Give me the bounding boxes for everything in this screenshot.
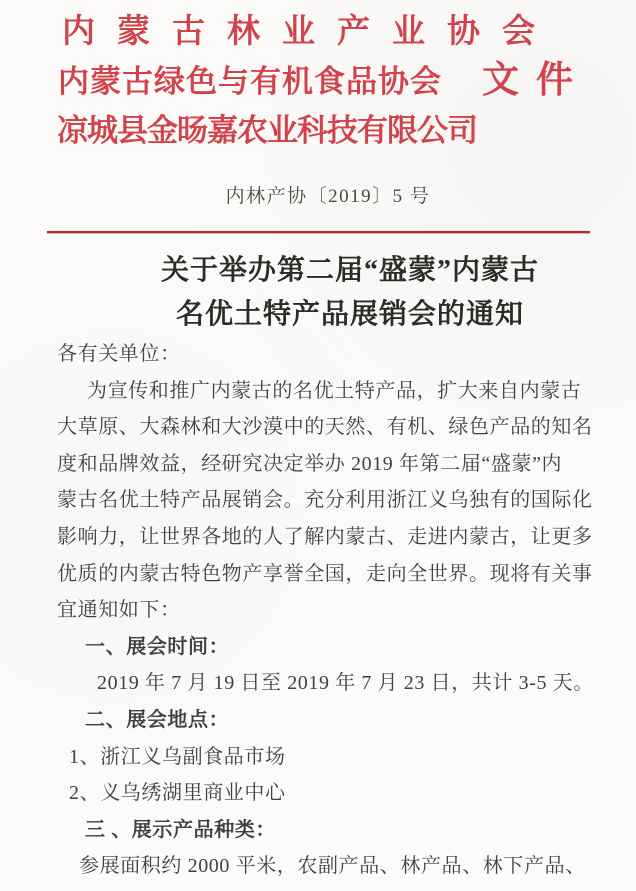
body-line: 影响力，让世界各地的人了解内蒙古、走进内蒙古，让更多 xyxy=(57,525,593,548)
red-divider-line xyxy=(47,231,590,233)
body-line: 大草原、大森林和大沙漠中的天然、有机、绿色产品的知名 xyxy=(57,416,593,439)
body-line: 三 、展示产品种类： xyxy=(85,818,276,841)
body-line: 一、展会时间： xyxy=(85,635,230,658)
document-number: 内林产协〔2019〕5 号 xyxy=(225,186,431,207)
org-name-line-2: 内蒙古绿色与有机食品协会 xyxy=(58,64,442,99)
org-name-line-3: 凉城县金旸嘉农业科技有限公司 xyxy=(57,113,477,148)
body-line: 1、浙江义乌副食品市场 xyxy=(69,745,286,768)
body-line: 2019 年 7 月 19 日至 2019 年 7 月 23 日，共计 3-5 天。 xyxy=(97,672,594,695)
body-line: 参展面积约 2000 平米，农副产品、林产品、林下产品、 xyxy=(79,855,586,878)
org-name-line-2-row xyxy=(58,57,590,106)
document-type-label: 文件 xyxy=(482,60,590,101)
body-line: 二、展会地点： xyxy=(85,708,230,731)
notice-title-line-1: 关于举办第二届“盛蒙”内蒙古 xyxy=(160,255,539,286)
body-line: 度和品牌效益，经研究决定举办 2019 年第二届“盛蒙”内 xyxy=(57,452,563,475)
body-line: 2、义乌绣湖里商业中心 xyxy=(69,782,286,805)
body-line: 蒙古名优土特产品展销会。充分利用浙江义乌独有的国际化 xyxy=(57,489,593,512)
org-name-line-1: 内蒙古林业产业协会 xyxy=(62,14,557,50)
body-line: 为宣传和推广内蒙古的名优土特产品，扩大来自内蒙古 xyxy=(87,379,582,402)
notice-title xyxy=(0,249,636,337)
body-line: 宜通知如下： xyxy=(57,599,181,622)
body-block xyxy=(57,336,602,885)
body-line: 优质的内蒙古特色物产享誉全国，走向全世界。现将有关事 xyxy=(57,562,593,585)
body-line: 各有关单位： xyxy=(57,343,181,365)
notice-title-line-2: 名优土特产品展销会的通知 xyxy=(175,299,524,330)
